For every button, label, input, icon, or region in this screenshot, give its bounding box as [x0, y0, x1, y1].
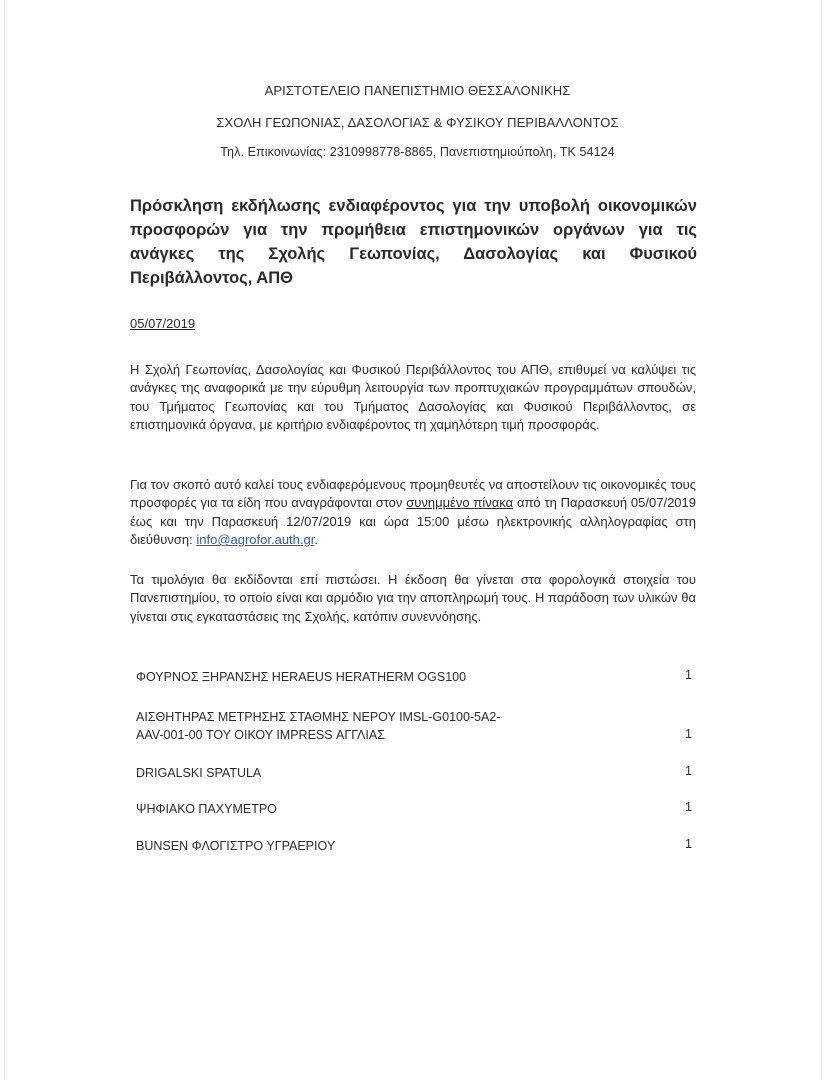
contact-line: Τηλ. Επικοινωνίας: 2310998778-8865, Πανεπιστημιούπολη, ΤΚ 54124 [220, 145, 615, 159]
item-name: BUNSEN ΦΛΟΓΙΣΤΡΟ ΥΓΡΑΕΡΙΟΥ [136, 839, 336, 853]
item-quantity: 1 [685, 764, 692, 778]
item-name: DRIGALSKI SPATULA [136, 766, 262, 780]
invitation-text-end: . [314, 532, 318, 548]
paragraph-invitation [130, 476, 696, 550]
email-link[interactable]: info@agrofor.auth.gr [196, 532, 315, 548]
invitation-text-middle: από τη Παρασκευή 05/07/2019 έως και την Παρασκευή 12/07/2019 και ώρα 15:00 μέσω ηλεκτρονικής αλληλογραφίας στη διεύθυνση: [130, 495, 696, 548]
item-name: ΑΙΣΘΗΤΗΡΑΣ ΜΕΤΡΗΣΗΣ ΣΤΑΘΜΗΣ ΝΕΡΟΥ IMSL-G0100-5A2-AAV-001-00 ΤΟΥ ΟΙΚΟΥ IMPRESS ΑΓΓΛΙΑΣ [136, 710, 501, 742]
page-edge-right [821, 0, 822, 1080]
university-name: ΑΡΙΣΤΟΤΕΛΕΙΟ ΠΑΝΕΠΙΣΤΗΜΙΟ ΘΕΣΣΑΛΟΝΙΚΗΣ [264, 83, 571, 98]
document-date: 05/07/2019 [130, 316, 196, 331]
invitation-text-start: Για τον σκοπό αυτό καλεί τους ενδιαφερόμενους προμηθευτές να αποστείλουν τις οικονομικές τους προσφορές για τα είδη που αναγράφονται στον [130, 477, 696, 511]
item-quantity: 1 [685, 800, 692, 814]
document-title: Πρόσκληση εκδήλωσης ενδιαφέροντος για την υποβολή οικονομικών προσφορών για την προμήθεια επιστημονικών οργάνων για τις ανάγκες της Σχολής Γεωπονίας, Δασολογίας και Φυσικού Περιβάλλοντος, ΑΠΘ [130, 197, 697, 287]
attached-table-link: συνημμένο πίνακα [406, 495, 514, 511]
item-name: ΦΟΥΡΝΟΣ ΞΗΡΑΝΣΗΣ HERAEUS HERATHERM OGS100 [136, 670, 467, 684]
paragraph-invoicing: Τα τιμολόγια θα εκδίδονται επί πιστώσει. Η έκδοση θα γίνεται στα φορολογικά στοιχεία του Πανεπιστημίου, το οποίο είναι και αρμόδιο για την αποπληρωμή τους. Η παράδοση των υλικών θα γίνεται στις εγκαταστάσεις της Σχολής, κατόπιν συνεννόησης. [130, 572, 696, 624]
item-quantity: 1 [685, 727, 692, 741]
item-quantity: 1 [685, 668, 692, 682]
school-name: ΣΧΟΛΗ ΓΕΩΠΟΝΙΑΣ, ΔΑΣΟΛΟΓΙΑΣ & ΦΥΣΙΚΟΥ ΠΕΡΙΒΑΛΛΟΝΤΟΣ [216, 115, 619, 130]
item-name: ΨΗΦΙΑΚΟ ΠΑΧΥΜΕΤΡΟ [136, 802, 277, 816]
paragraph-intro: Η Σχολή Γεωπονίας, Δασολογίας και Φυσικού Περιβάλλοντος του ΑΠΘ, επιθυμεί να καλύψει τις ανάγκες της αναφορικά με την εύρυθμη λειτουργία των προπτυχιακών προγραμμάτων σπουδών, του Τμήματος Γεωπονίας και του Τμήματος Δασολογίας και Φυσικού Περιβάλλοντος, σε επιστημονικά όργανα, με κριτήριο ενδιαφέροντος τη χαμηλότερη τιμή προσφοράς. [130, 362, 696, 433]
page-edge-left [4, 0, 5, 1080]
item-quantity: 1 [685, 837, 692, 851]
